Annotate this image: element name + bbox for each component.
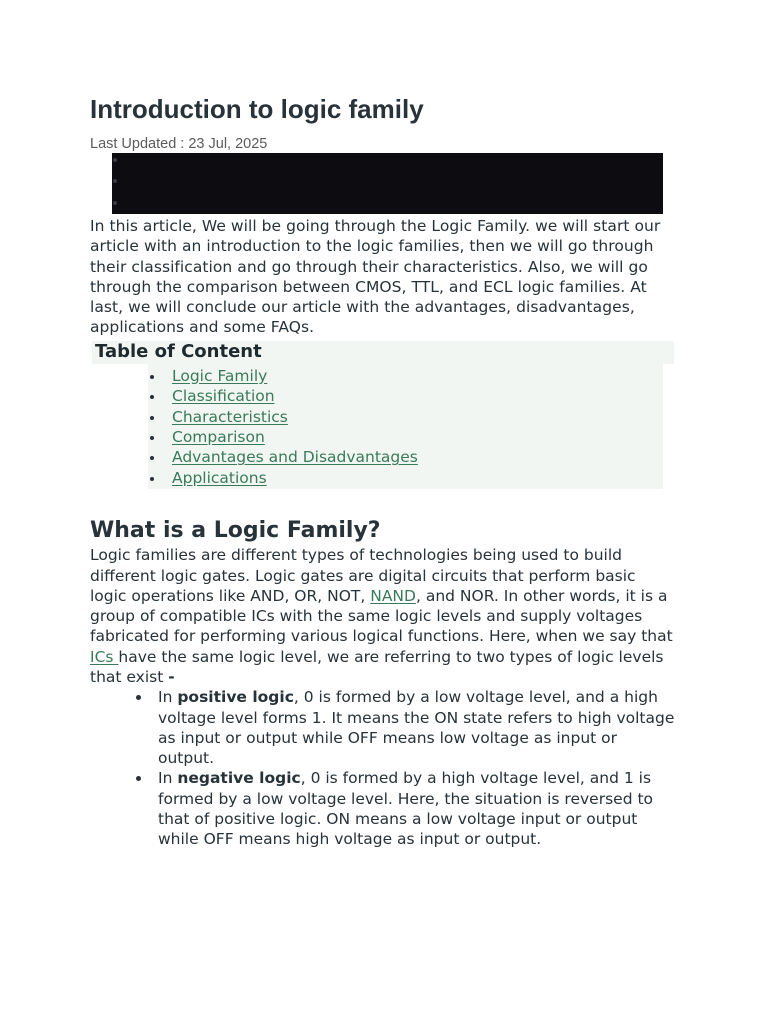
list-item-negative-logic — [158, 768, 676, 849]
item-prefix: In — [158, 769, 178, 788]
intro-paragraph: In this article, We will be going through the Logic Family. we will start our article with an introduction to the logic families, then we will go through their classification and go through their characteristics. Also, we will go through the comparison between CMOS, TTL, and ECL logic families. At last, we will conclude our article with the advantages, disadvantages, applications and some FAQs. — [90, 217, 661, 337]
bullet-icon — [136, 695, 141, 700]
toc-link-comparison[interactable]: Comparison — [172, 428, 265, 446]
paragraph-text: Logic families are different types of technologies being used to build different logic gates. Logic gates are digital circuits that perform basic logic operations like AND, OR, NOT, — [90, 546, 636, 605]
list-item-positive-logic — [158, 687, 676, 768]
toolbar-dot[interactable] — [113, 201, 117, 205]
toc-item — [148, 447, 663, 467]
section-heading: What is a Logic Family? — [90, 518, 381, 544]
toc-link-classification[interactable]: Classification — [172, 387, 275, 406]
bullet-icon — [150, 436, 154, 440]
toc-heading: Table of Content — [92, 341, 674, 364]
bullet-icon — [150, 456, 154, 460]
item-text: , 0 is formed by a high voltage level, and 1 is formed by a low voltage level. Here, the situation is reversed to that of positive logic. ON means a low voltage input or output while OFF means high voltage as input or output. — [158, 769, 654, 849]
toc-item — [148, 427, 663, 447]
toc-list — [148, 364, 663, 489]
toc-link-applications[interactable]: Applications — [172, 468, 267, 487]
bullet-icon — [150, 375, 154, 379]
ics-link[interactable]: ICs — [90, 647, 119, 666]
toc-link-logic-family[interactable]: Logic Family — [172, 366, 268, 385]
article — [90, 92, 676, 850]
toc-item — [148, 407, 663, 427]
toc-item — [148, 386, 663, 406]
nand-link[interactable]: NAND — [370, 586, 416, 605]
bullet-icon — [150, 416, 154, 420]
last-updated: Last Updated : 23 Jul, 2025 — [90, 136, 268, 152]
toc-item — [148, 468, 663, 488]
paragraph-text: have the same logic level, we are referring to two types of logic levels that exist — [90, 647, 664, 686]
toolbar-dot[interactable] — [113, 179, 117, 183]
section-paragraph — [90, 545, 676, 687]
table-of-content — [90, 341, 674, 489]
bullet-icon — [150, 477, 154, 481]
item-term: negative logic — [177, 769, 301, 788]
logic-levels-list — [90, 687, 676, 849]
toc-item — [148, 366, 663, 386]
toc-link-advantages[interactable]: Advantages and Disadvantages — [172, 448, 418, 467]
page-title: Introduction to logic family — [90, 94, 424, 124]
bullet-icon — [136, 776, 141, 781]
toolbar-dot[interactable] — [113, 158, 117, 162]
media-toolbar — [112, 153, 663, 214]
item-term: positive logic — [177, 688, 294, 707]
item-text: , 0 is formed by a low voltage level, and a high voltage level forms 1. It means the ON state refers to high voltage as input or output while OFF means low voltage as input or output. — [158, 688, 675, 768]
item-prefix: In — [158, 688, 178, 707]
bullet-icon — [150, 395, 154, 399]
paragraph-text: , and NOR. In other words, it is a group of compatible ICs with the same logic levels and supply voltages fabricated for performing various logical functions. Here, when we say that — [90, 586, 673, 646]
paragraph-dash: - — [168, 668, 175, 686]
toc-link-characteristics[interactable]: Characteristics — [172, 407, 288, 426]
